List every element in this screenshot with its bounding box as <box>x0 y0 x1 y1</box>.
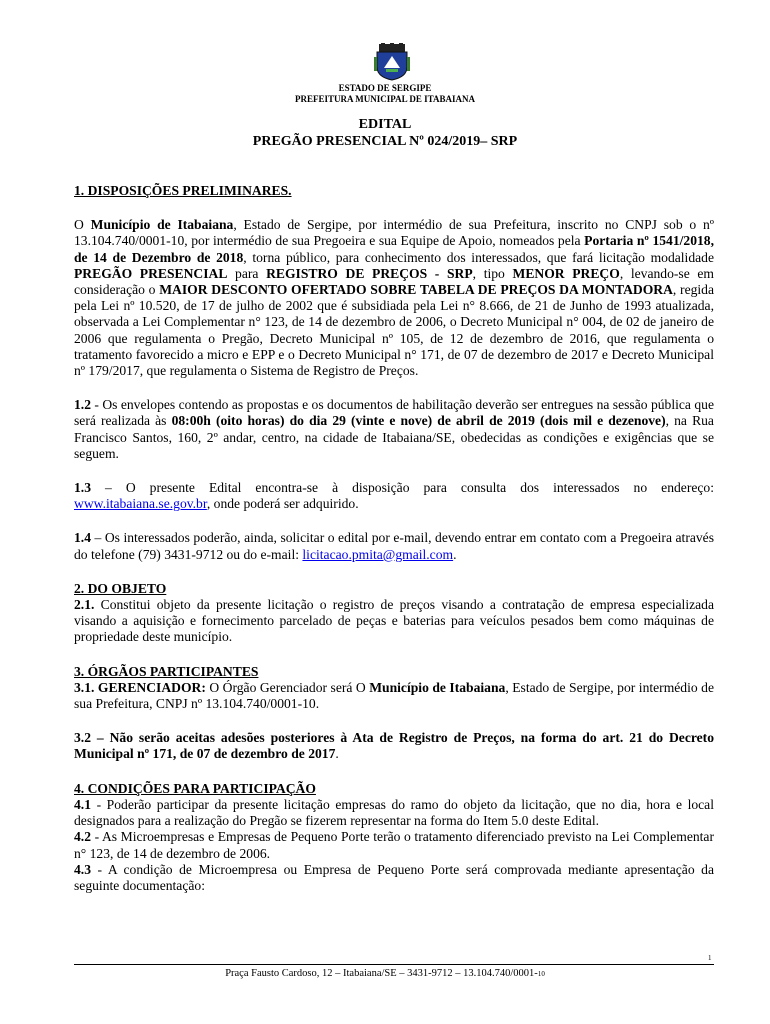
paragraph-1-4: 1.4 – Os interessados poderão, ainda, solicitar o edital por e-mail, devendo entrar em contato com a Pregoeira através do telefone (79) 3431-9712 ou do e-mail: licitacao.pmita@gmail.com. <box>74 530 714 562</box>
document-subtitle: PREGÃO PRESENCIAL Nº 024/2019– SRP <box>252 134 518 149</box>
state-name: ESTADO DE SERGIPE <box>338 83 432 93</box>
coat-of-arms-icon <box>374 43 410 81</box>
document-body <box>74 183 714 894</box>
document-title: EDITAL <box>358 117 412 132</box>
section-heading-3: 3. ÓRGÃOS PARTICIPANTES <box>74 663 259 679</box>
prefecture-name: PREFEITURA MUNICIPAL DE ITABAIANA <box>295 94 475 104</box>
section-heading-1: 1. DISPOSIÇÕES PRELIMINARES. <box>74 183 292 198</box>
paragraph-1-1: O Município de Itabaiana, Estado de Sergipe, por intermédio de sua Prefeitura, inscrito no CNPJ sob o nº 13.104.740/0001-10, por intermédio de sua Pregoeira e sua Equipe de Apoio, nomeados pela Portaria nº 1541/2018, de 14 de Dezembro de 2018, torna público, para conhecimento dos interessados, que fará licitação modalidade PREGÃO PRESENCIAL para REGISTRO DE PREÇOS - SRP, tipo MENOR PREÇO, levando-se em consideração o MAIOR DESCONTO OFERTADO SOBRE TABELA DE PREÇOS DA MONTADORA, regida pela Lei nº 10.520, de 17 de julho de 2002 que é subsidiada pela Lei n° 8.666, de 21 de Junho de 1993 atualizada, observada a Lei Complementar n° 123, de 14 de dezembro de 2006, o Decreto Municipal n° 004, de 02 de janeiro de 2006 que regulamenta o Pregão, Decreto Municipal nº 105, de 12 de dezembro de 2016, que regulamenta o tratamento favorecido a micro e EPP e o Decreto Municipal n° 171, de 07 de dezembro de 2017 e Decreto Municipal nº 179/2017, que regulamenta o Sistema de Registro de Preços. <box>74 217 715 379</box>
paragraph-3-1: 3.1. GERENCIADOR: O Órgão Gerenciador será O Município de Itabaiana, Estado de Sergipe, por intermédio de sua Prefeitura, CNPJ nº 13.104.740/0001-10. <box>74 679 714 712</box>
email-link[interactable]: licitacao.pmita@gmail.com <box>302 546 454 562</box>
paragraph-4-1: 4.1 - Poderão participar da presente licitação empresas do ramo do objeto da licitação, que no dia, hora e local designados para a realização do Pregão se fizerem representar na forma do Item 5.0 deste Edital. <box>74 796 714 829</box>
paragraph-1-2: 1.2 - Os envelopes contendo as propostas e os documentos de habilitação deverão ser entregues na sessão pública que será realizada às 08:00h (oito horas) do dia 29 (vinte e nove) de abril de 2019 (dois mil e dezenove), na Rua Francisco Santos, 160, 2º andar, centro, na cidade de Itabaiana/SE, obedecidas as condições e exigências que se seguem. <box>74 397 714 461</box>
page-number: 1 <box>708 954 712 962</box>
paragraph-2-1: 2.1. Constitui objeto da presente licitação o registro de preços visando a contratação de empresa especializada visando a aquisição e fornecimento parcelado de peças e baterias para veículos pesados bem como máquinas de propriedade deste município. <box>74 597 714 645</box>
paragraph-1-3: 1.3 – O presente Edital encontra-se à disposição para consulta dos interessados no endereço: www.itabaiana.se.gov.br, onde poderá ser adquirido. <box>74 480 714 512</box>
footer-divider <box>74 964 714 965</box>
section-heading-4: 4. CONDIÇÕES PARA PARTICIPAÇÃO <box>74 780 316 796</box>
website-link[interactable]: www.itabaiana.se.gov.br <box>74 496 207 512</box>
paragraph-4-3: 4.3 - A condição de Microempresa ou Empresa de Pequeno Porte será comprovada mediante apresentação da seguinte documentação: <box>74 861 714 893</box>
footer-address: Praça Fausto Cardoso, 12 – Itabaiana/SE – 3431-9712 – 13.104.740/0001-10 <box>225 968 545 979</box>
paragraph-3-2: 3.2 – Não serão aceitas adesões posteriores à Ata de Registro de Preços, na forma do art. 21 do Decreto Municipal nº 171, de 07 de dezembro de 2017. <box>74 730 714 762</box>
section-heading-2: 2. DO OBJETO <box>74 580 167 596</box>
paragraph-4-2: 4.2 - As Microempresas e Empresas de Pequeno Porte terão o tratamento diferenciado previsto na Lei Complementar n° 123, de 14 de dezembro de 2006. <box>74 829 714 861</box>
